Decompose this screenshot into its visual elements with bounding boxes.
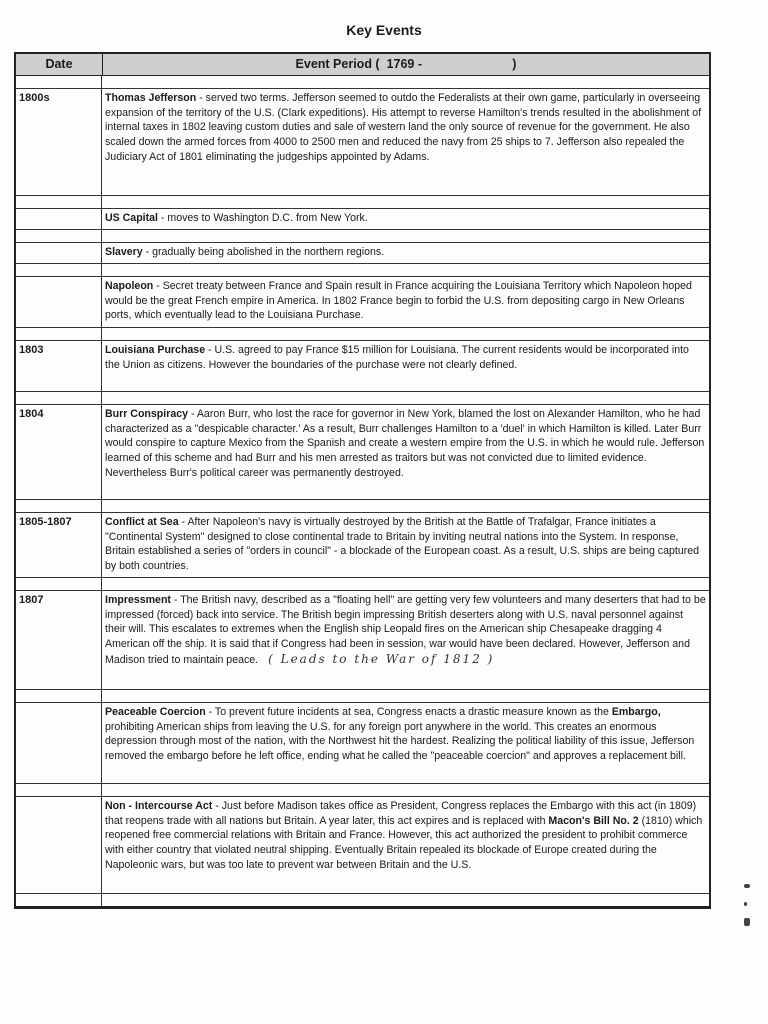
row-date: [16, 797, 102, 893]
row-event: Slavery - gradually being abolished in the northern regions.: [105, 246, 385, 258]
scan-mark: [744, 884, 750, 888]
table-spacer-row: [16, 784, 709, 797]
event-name: Impressment: [105, 594, 171, 606]
event-name: Conflict at Sea: [105, 516, 179, 528]
event-text: Secret treaty between France and Spain result in France acquiring the Louisiana Territory which Napoleon hoped would be the great French empire in America. In 1802 France begin to forbid the U.S. from depositing cargo in New Orleans ports, which eventually lead to the Louisiana Purchase.: [105, 280, 692, 322]
event-period-column-header: Event Period ( 1769 - ): [295, 57, 517, 71]
event-name: Burr Conspiracy: [105, 408, 189, 420]
row-date: [16, 243, 102, 263]
events-table: [14, 52, 711, 909]
table-row: [16, 405, 709, 500]
table-row: [16, 277, 709, 328]
table-row: [16, 797, 709, 894]
event-name: US Capital: [105, 212, 158, 224]
event-text: After Napoleon's navy is virtually destroyed by the British at the Battle of Trafalgar, France initiates a "Continental System" designed to close continental trade to Britain by inviting neutral nations into the System. In response, Britain established a series of "orders in council" - a blockade of the European coast. As a result, U.S. ships are being captured by both countries.: [105, 516, 700, 573]
table-header: [16, 54, 709, 76]
table-spacer-row: [16, 196, 709, 209]
row-event: Peaceable Coercion - To prevent future incidents at sea, Congress enacts a drastic measure known as the Embargo, prohibiting American ships from leaving the U.S. for any foreign port anywhere in the world. This creates an enormous depression through most of the nation, with the Northwest hit the hardest. Realizing the political liability of this issue, Jefferson removed the embargo before he left office, ending what he called the "peaceable coercion" and approves a replacement bill.: [105, 706, 695, 763]
scan-mark: [744, 918, 750, 926]
table-spacer-row: [16, 690, 709, 703]
row-event: US Capital - moves to Washington D.C. from New York.: [105, 212, 368, 224]
table-spacer-row: [16, 500, 709, 513]
event-name: Peaceable Coercion: [105, 706, 206, 718]
event-text: served two terms. Jefferson seemed to outdo the Federalists at their own game, particularly in overseeing expansion of the territory of the U.S. (Clark expeditions). His attempt to reverse Hamilton's trends resulted in the abolishment of internal taxes in 1802 leaving custom duties and sale of western land the only source of revenue for the government. He also scaled down the armed forces from 4000 to 2500 men and reduced the navy from 25 ships to 7. Jefferson also repealed the Judiciary Act of 1801 eliminating the judgeships appointed by Adams.: [105, 92, 702, 163]
table-row: [16, 703, 709, 784]
event-text: gradually being abolished in the northern regions.: [152, 246, 385, 258]
event-text: Just before Madison takes office as President, Congress replaces the Embargo with this act (in 1809) that reopens trade with all nations but Britain. A year later, this act expires and is replaced with: [105, 800, 697, 827]
scan-mark: [744, 902, 747, 906]
row-event: Louisiana Purchase - U.S. agreed to pay France $15 million for Louisiana. The current residents would be incorporated into the Union as citizens. However the boundaries of the purchase were not clearly defined.: [105, 344, 689, 371]
event-text-continued: prohibiting American ships from leaving the U.S. for any foreign port anywhere in the world. This creates an enormous depression through most of the nation, with the Northwest hit the hardest. Realizing the political liability of this issue, Jefferson removed the embargo before he left office, ending what he called the "peaceable coercion" and approves a replacement bill.: [105, 720, 695, 763]
table-row: [16, 89, 709, 196]
table-row: [16, 341, 709, 392]
row-date: 1804: [16, 405, 102, 499]
row-event: Impressment - The British navy, described as a "floating hell" are getting very few volunteers and many deserters that had to be impressed (forced) back into service. The British begin impressing British deserters along with U.S. naval personnel against their will. This escalates to extremes when the English ship Leopald fires on the American ship Chesapeake dragging 4 American off the ship. It is said that if Congress had been in session, war would have been declared. However, Jefferson and Madison tried to maintain peace. ( Leads to the War of 1812 ): [105, 594, 706, 666]
event-name: Louisiana Purchase: [105, 344, 206, 356]
table-row: [16, 209, 709, 230]
table-spacer-row: [16, 76, 709, 89]
row-date: 1800s: [16, 89, 102, 195]
table-row: [16, 243, 709, 264]
page-title: Key Events: [346, 22, 422, 38]
table-spacer-row: [16, 578, 709, 591]
event-text-continued: (1810) which reopened free commercial relations with Britain and France. However, this act authorized the president to prohibit commerce with either country that violated neutral shipping. Eventually Britain repealed its blockade of Europe created during the Napoleonic wars, but was too late to prevent war between Britain and the U.S.: [105, 814, 703, 871]
event-text: U.S. agreed to pay France $15 million for Louisiana. The current residents would be incorporated into the Union as citizens. However the boundaries of the purchase were not clearly defined.: [105, 344, 689, 371]
row-date: 1807: [16, 591, 102, 689]
row-date: [16, 209, 102, 229]
table-row: [16, 513, 709, 578]
event-name: Non - Intercourse Act: [105, 800, 213, 812]
event-name-secondary: Embargo,: [611, 706, 661, 718]
event-name: Napoleon: [105, 280, 154, 292]
event-text: The British navy, described as a "floating hell" are getting very few volunteers and many deserters that had to be impressed (forced) back into service. The British begin impressing British deserters along with U.S. naval personnel against their will. This escalates to extremes when the English ship Leopald fires on the American ship Chesapeake dragging 4 American off the ship. It is said that if Congress had been in session, war would have been declared. However, Jefferson and Madison tried to maintain peace.: [105, 594, 706, 666]
row-event: Napoleon - Secret treaty between France and Spain result in France acquiring the Louisiana Territory which Napoleon hoped would be the great French empire in America. In 1802 France begin to forbid the U.S. from depositing cargo in New Orleans ports, which eventually lead to the Louisiana Purchase.: [105, 280, 692, 322]
date-column-header: Date: [16, 54, 103, 75]
row-event: Conflict at Sea - After Napoleon's navy is virtually destroyed by the British at the Battle of Trafalgar, France initiates a "Continental System" designed to close continental trade to Britain by inviting neutral nations into the System. In response, Britain established a series of "orders in council" - a blockade of the European coast. As a result, U.S. ships are being captured by both countries.: [105, 516, 700, 573]
table-spacer-row: [16, 392, 709, 405]
event-name-secondary: Macon's Bill No. 2: [548, 814, 639, 827]
event-text: To prevent future incidents at sea, Congress enacts a drastic measure known as the: [214, 706, 612, 718]
table-spacer-row: [16, 264, 709, 277]
row-date: [16, 703, 102, 783]
table-spacer-row: [16, 894, 709, 908]
table-row: [16, 591, 709, 690]
table-spacer-row: [16, 328, 709, 341]
event-text: Aaron Burr, who lost the race for governor in New York, blamed the lost on Alexander Hamilton, who he had characterized as a "despicable character.' As a result, Burr challenges Hamilton to a 'duel' in which Hamilton is killed. Later Burr would conspire to capture Mexico from the Spanish and create a western empire from the U.S. in which he would rule. Jefferson learned of this scheme and had Burr and his men arrested as traitors but was not convicted due to limited evidence. Nevertheless Burr's political career was permanently destroyed.: [105, 408, 705, 479]
row-date: 1805-1807: [16, 513, 102, 577]
event-text: moves to Washington D.C. from New York.: [167, 212, 368, 224]
row-date: 1803: [16, 341, 102, 391]
handwritten-note: ( Leads to the War of 1812 ): [268, 651, 495, 666]
table-spacer-row: [16, 230, 709, 243]
event-name: Slavery: [105, 246, 143, 258]
row-event: Thomas Jefferson - served two terms. Jefferson seemed to outdo the Federalists at their own game, particularly in overseeing expansion of the territory of the U.S. (Clark expeditions). His attempt to reverse Hamilton's trends resulted in the abolishment of internal taxes in 1802 leaving custom duties and sale of western land the only source of revenue for the government. He also scaled down the armed forces from 4000 to 2500 men and reduced the navy from 25 ships to 7. Jefferson also repealed the Judiciary Act of 1801 eliminating the judgeships appointed by Adams.: [105, 92, 702, 163]
row-date: [16, 277, 102, 327]
row-event: Non - Intercourse Act - Just before Madison takes office as President, Congress replaces the Embargo with this act (in 1809) that reopens trade with all nations but Britain. A year later, this act expires and is replaced with Macon's Bill No. 2 (1810) which reopened free commercial relations with Britain and France. However, this act authorized the president to prohibit commerce with either country that violated neutral shipping. Eventually Britain repealed its blockade of Europe created during the Napoleonic wars, but was too late to prevent war between Britain and the U.S.: [105, 800, 703, 871]
row-event: Burr Conspiracy - Aaron Burr, who lost the race for governor in New York, blamed the lost on Alexander Hamilton, who he had characterized as a "despicable character.' As a result, Burr challenges Hamilton to a 'duel' in which Hamilton is killed. Later Burr would conspire to capture Mexico from the Spanish and create a western empire from the U.S. in which he would rule. Jefferson learned of this scheme and had Burr and his men arrested as traitors but was not convicted due to limited evidence. Nevertheless Burr's political career was permanently destroyed.: [105, 408, 705, 479]
event-name: Thomas Jefferson: [105, 92, 197, 104]
